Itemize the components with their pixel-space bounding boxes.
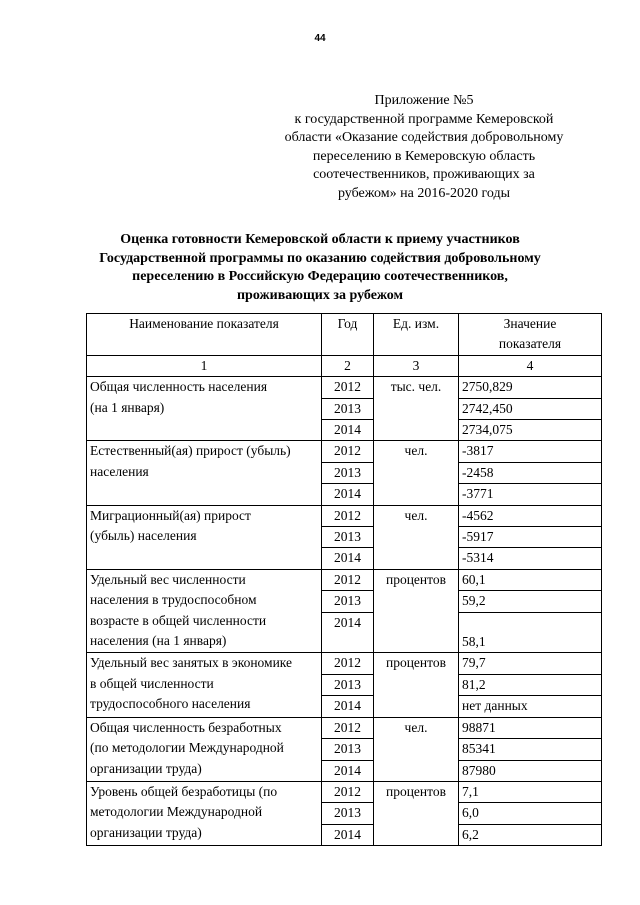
year-cell: 2014 <box>322 420 374 441</box>
year-cell: 2012 <box>322 717 374 738</box>
value-cell: 6,0 <box>459 803 602 824</box>
unit-cell: чел. <box>374 505 459 569</box>
title-line: Государственной программы по оказанию содействия добровольному <box>99 250 541 266</box>
document-title <box>70 231 570 305</box>
indicator-name-line: организации труда) <box>90 824 202 840</box>
indicator-name-line: Общая численность безработных <box>90 719 282 735</box>
title-line: Оценка готовности Кемеровской области к приему участников <box>120 232 520 247</box>
title-line: проживающих за рубежом <box>236 287 403 303</box>
table-row <box>87 377 602 398</box>
unit-cell: чел. <box>374 441 459 505</box>
header-year: Год <box>322 314 374 356</box>
appendix-line: Приложение №5 <box>374 93 474 108</box>
indicator-name-line: Общая численность населения <box>90 379 268 395</box>
indicator-name-line: Естественный(ая) прирост (убыль) <box>90 443 291 459</box>
value-cell: 87980 <box>459 760 602 781</box>
table-row <box>87 441 602 462</box>
value-cell: 98871 <box>459 717 602 738</box>
indicator-name-line: в общей численности <box>90 675 214 691</box>
indicator-name-line: Удельный вес численности <box>90 571 246 587</box>
indicator-name <box>87 569 322 653</box>
value-cell: -4562 <box>459 505 602 526</box>
year-cell: 2012 <box>322 569 374 590</box>
year-cell: 2014 <box>322 696 374 717</box>
value-cell: 59,2 <box>459 591 602 612</box>
value-cell: 2750,829 <box>459 377 602 398</box>
value-cell: -3771 <box>459 484 602 505</box>
unit-cell: чел. <box>374 717 459 781</box>
year-cell: 2013 <box>322 527 374 548</box>
column-number-row <box>87 355 602 376</box>
value-cell: -5917 <box>459 527 602 548</box>
indicator-name-line: Удельный вес занятых в экономике <box>90 655 293 671</box>
value-cell: 7,1 <box>459 781 602 802</box>
appendix-line: к государственной программе Кемеровской <box>294 111 554 127</box>
column-number: 2 <box>322 355 374 376</box>
indicator-name <box>87 781 322 845</box>
year-cell: 2012 <box>322 377 374 398</box>
value-cell: -3817 <box>459 441 602 462</box>
year-cell: 2012 <box>322 781 374 802</box>
indicator-name-line: (убыль) населения <box>90 528 197 544</box>
appendix-line: переселению в Кемеровскую область <box>312 148 536 164</box>
header-name: Наименование показателя <box>87 314 322 356</box>
page-number: 44 <box>314 33 326 44</box>
appendix-note <box>258 92 590 204</box>
indicator-name-line: населения (на 1 января) <box>90 633 227 649</box>
year-cell: 2014 <box>322 484 374 505</box>
year-cell: 2013 <box>322 462 374 483</box>
year-cell: 2012 <box>322 441 374 462</box>
unit-cell: процентов <box>374 569 459 653</box>
unit-cell: тыс. чел. <box>374 377 459 441</box>
unit-cell: процентов <box>374 653 459 717</box>
year-cell: 2012 <box>322 505 374 526</box>
appendix-line: области «Оказание содействия добровольному <box>284 130 564 146</box>
header-value-line2: показателя <box>498 336 562 352</box>
indicator-name-line: населения <box>90 463 149 479</box>
year-cell: 2014 <box>322 548 374 569</box>
header-value-line1: Значение <box>503 316 557 331</box>
year-cell: 2014 <box>322 760 374 781</box>
title-line: переселению в Российскую Федерацию соотечественников, <box>132 269 508 285</box>
table-row <box>87 781 602 802</box>
indicator-name-line: (на 1 января) <box>90 399 165 415</box>
value-cell: 60,1 <box>459 569 602 590</box>
table-row <box>87 505 602 526</box>
indicator-name-line: методологии Международной <box>90 804 263 820</box>
indicator-name <box>87 441 322 505</box>
header-row <box>87 314 602 356</box>
indicator-name-line: трудоспособного населения <box>90 696 251 712</box>
value-cell: 85341 <box>459 739 602 760</box>
indicator-name-line: Миграционный(ая) прирост <box>90 507 251 523</box>
header-unit: Ед. изм. <box>374 314 459 356</box>
indicator-name-line: организации труда) <box>90 760 202 776</box>
unit-cell: процентов <box>374 781 459 845</box>
year-cell: 2013 <box>322 803 374 824</box>
appendix-line: рубежом» на 2016-2020 годы <box>337 185 511 201</box>
column-number: 4 <box>459 355 602 376</box>
year-cell: 2014 <box>322 824 374 845</box>
indicator-name-line: возрасте в общей численности <box>90 612 267 628</box>
value-cell: 6,2 <box>459 824 602 845</box>
table-body <box>87 377 602 846</box>
year-cell: 2013 <box>322 739 374 760</box>
appendix-line: соотечественников, проживающих за <box>313 167 535 183</box>
table-row <box>87 569 602 590</box>
column-number: 1 <box>87 355 322 376</box>
year-cell: 2014 <box>322 612 374 653</box>
year-cell: 2013 <box>322 398 374 419</box>
year-cell: 2013 <box>322 591 374 612</box>
year-cell: 2012 <box>322 653 374 674</box>
indicators-table <box>86 313 602 846</box>
indicator-name-line: (по методологии Международной <box>90 740 284 756</box>
value-cell: 2742,450 <box>459 398 602 419</box>
table-row <box>87 653 602 674</box>
value-cell: нет данных <box>459 696 602 717</box>
indicator-name-line: населения в трудоспособном <box>90 592 257 608</box>
indicator-name <box>87 653 322 717</box>
indicator-name <box>87 505 322 569</box>
value-cell: 2734,075 <box>459 420 602 441</box>
value-cell: 81,2 <box>459 674 602 695</box>
indicator-name-line: Уровень общей безработицы (по <box>90 783 278 799</box>
indicator-name <box>87 717 322 781</box>
value-cell: 58,1 <box>459 612 602 653</box>
value-cell: 79,7 <box>459 653 602 674</box>
indicator-name <box>87 377 322 441</box>
table-row <box>87 717 602 738</box>
year-cell: 2013 <box>322 674 374 695</box>
value-cell: -5314 <box>459 548 602 569</box>
value-cell: -2458 <box>459 462 602 483</box>
column-number: 3 <box>374 355 459 376</box>
header-value <box>459 314 602 356</box>
